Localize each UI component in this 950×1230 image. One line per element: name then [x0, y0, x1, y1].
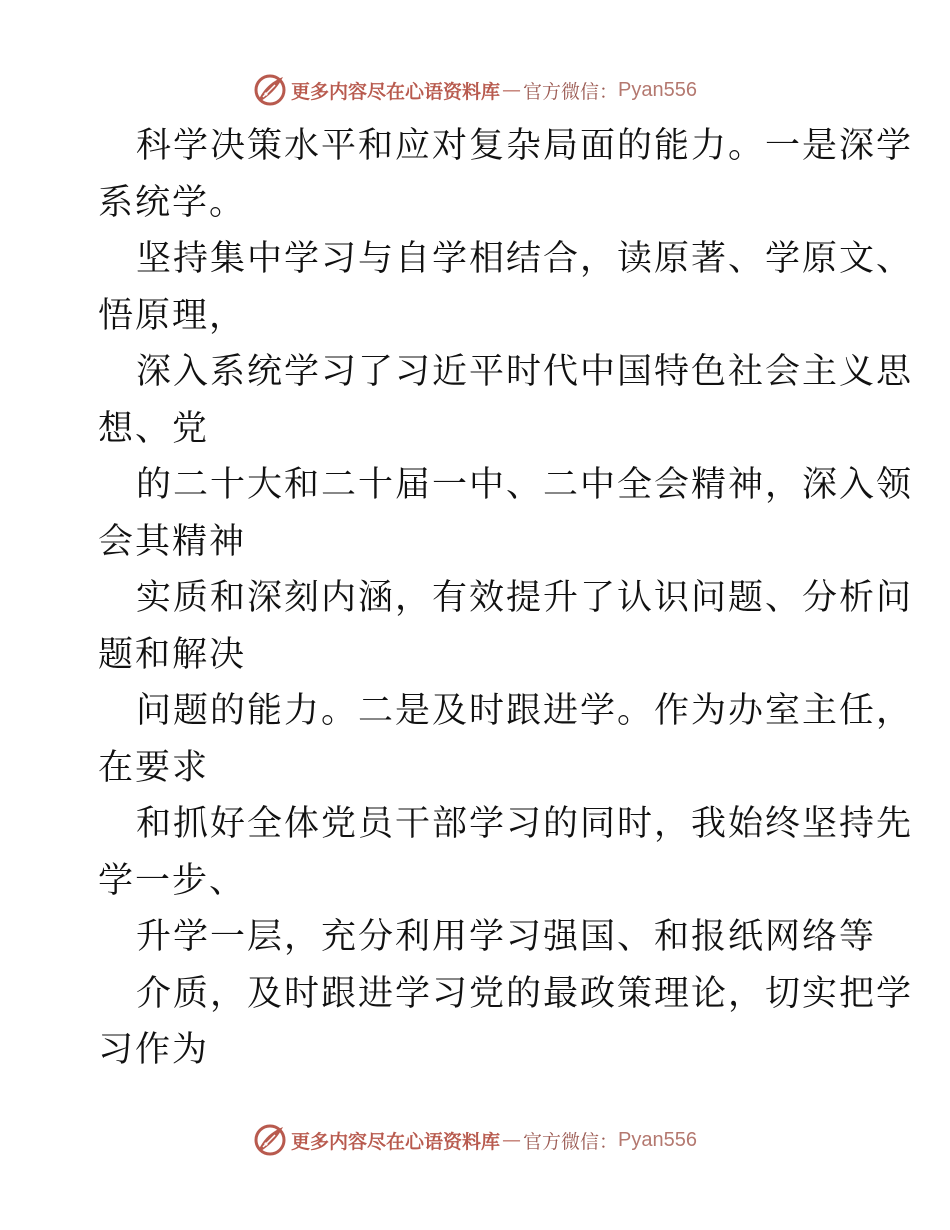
pen-nib-logo-icon: [253, 73, 287, 107]
pen-nib-logo-icon: [253, 1123, 287, 1157]
banner-title: 更多内容尽在心语资料库: [291, 1130, 501, 1153]
text-line: 在要求: [98, 747, 210, 788]
banner-wechat-label: 官方微信：: [523, 1130, 619, 1153]
text-line: 和抓好全体党员干部学习的同时，我始终坚持先: [136, 804, 914, 844]
text-line: 悟原理，: [98, 295, 247, 336]
text-line: 学一步、: [98, 860, 247, 901]
header-banner: [0, 70, 950, 110]
text-line: 介质，及时跟进学习党的最政策理论，切实把学: [136, 973, 914, 1014]
banner-separator: —: [502, 79, 522, 101]
text-line: 坚持集中学习与自学相结合，读原著、学原文、: [136, 239, 914, 279]
text-line: 实质和深刻内涵，有效提升了认识问题、分析问: [136, 578, 914, 618]
text-line: 题和解决: [98, 634, 247, 675]
banner-separator: —: [502, 1129, 522, 1151]
text-line: 习作为: [98, 1030, 210, 1070]
text-line: 升学一层，充分利用学习强国、和报纸网络等: [136, 917, 877, 957]
text-line: 问题的能力。二是及时跟进学。作为办室主任，: [136, 691, 914, 731]
text-line: 的二十大和二十届一中、二中全会精神，深入领: [136, 465, 914, 505]
banner-wechat-label: 官方微信：: [523, 80, 619, 103]
text-line: 想、党: [98, 408, 210, 449]
footer-banner: [0, 1120, 950, 1160]
banner-wechat-id: Pyan556: [618, 1128, 697, 1151]
banner-title: 更多内容尽在心语资料库: [291, 80, 501, 103]
banner-wechat-id: Pyan556: [618, 78, 697, 101]
text-line: 深入系统学习了习近平时代中国特色社会主义思: [136, 352, 914, 392]
text-line: 科学决策水平和应对复杂局面的能力。一是深学: [136, 126, 914, 166]
text-line: 会其精神: [98, 521, 247, 562]
body-text: [98, 118, 914, 1079]
text-line: 系统学。: [98, 182, 247, 223]
